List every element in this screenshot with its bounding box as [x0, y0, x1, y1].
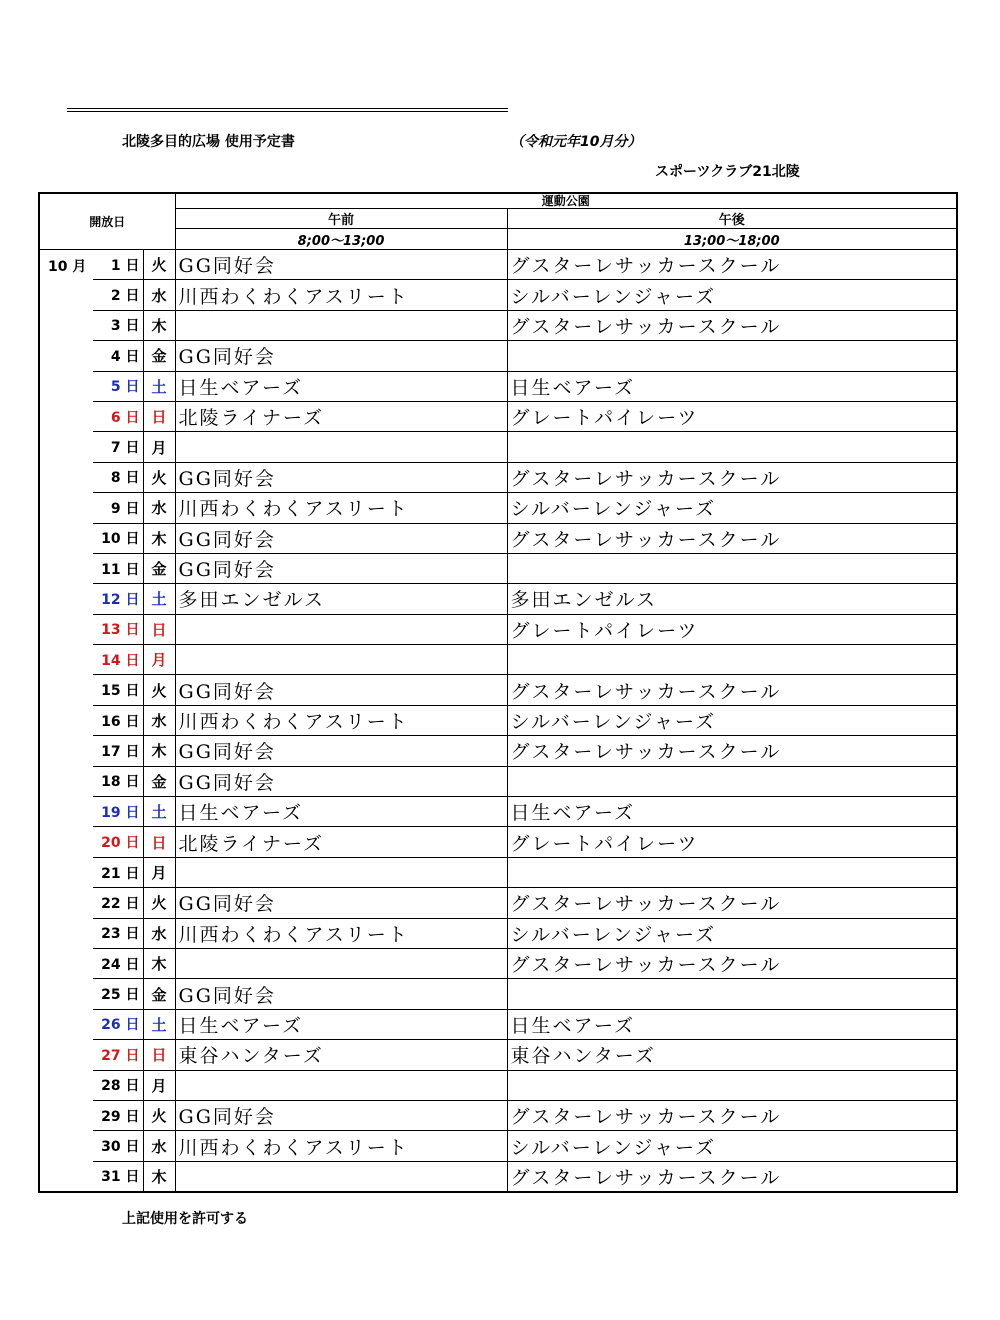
- weekday-cell: 火: [143, 675, 175, 705]
- table-row: [39, 280, 957, 310]
- month-label: 10 月: [39, 250, 93, 1193]
- pm-user-cell: グスターレサッカースクール: [507, 675, 957, 705]
- venue-header: 運動公園: [175, 193, 957, 209]
- day-cell: 20 日: [93, 827, 143, 857]
- am-user-cell: 東谷ハンターズ: [175, 1040, 507, 1070]
- pm-user-cell: グスターレサッカースクール: [507, 310, 957, 340]
- am-user-cell: [175, 857, 507, 887]
- table-row: [39, 1009, 957, 1039]
- day-cell: 26 日: [93, 1009, 143, 1039]
- am-user-cell: [175, 1161, 507, 1192]
- am-user-cell: 北陵ライナーズ: [175, 827, 507, 857]
- pm-time: 13;00～18;00: [507, 229, 957, 250]
- table-row: [39, 766, 957, 796]
- approval-note: 上記使用を許可する: [122, 1211, 248, 1227]
- am-user-cell: GG同好会: [175, 250, 507, 280]
- table-row: [39, 979, 957, 1009]
- weekday-cell: 金: [143, 979, 175, 1009]
- pm-user-cell: シルバーレンジャーズ: [507, 493, 957, 523]
- table-row: [39, 736, 957, 766]
- am-user-cell: 川西わくわくアスリート: [175, 705, 507, 735]
- day-cell: 29 日: [93, 1100, 143, 1130]
- day-cell: 1 日: [93, 250, 143, 280]
- am-user-cell: GG同好会: [175, 1100, 507, 1130]
- day-cell: 5 日: [93, 371, 143, 401]
- table-row: [39, 523, 957, 553]
- day-cell: 16 日: [93, 705, 143, 735]
- pm-user-cell: グスターレサッカースクール: [507, 1100, 957, 1130]
- am-user-cell: [175, 645, 507, 675]
- weekday-cell: 木: [143, 948, 175, 978]
- weekday-cell: 日: [143, 1040, 175, 1070]
- weekday-cell: 金: [143, 766, 175, 796]
- pm-user-cell: グスターレサッカースクール: [507, 948, 957, 978]
- pm-header: 午後: [507, 209, 957, 229]
- table-row: [39, 1100, 957, 1130]
- am-user-cell: 日生ベアーズ: [175, 1009, 507, 1039]
- weekday-cell: 日: [143, 401, 175, 431]
- table-row: [39, 797, 957, 827]
- table-row: [39, 371, 957, 401]
- am-user-cell: [175, 310, 507, 340]
- day-cell: 17 日: [93, 736, 143, 766]
- table-row: [39, 493, 957, 523]
- weekday-cell: 木: [143, 523, 175, 553]
- weekday-cell: 火: [143, 462, 175, 492]
- am-user-cell: GG同好会: [175, 523, 507, 553]
- day-cell: 9 日: [93, 493, 143, 523]
- weekday-cell: 木: [143, 1161, 175, 1192]
- table-row: [39, 675, 957, 705]
- am-user-cell: [175, 948, 507, 978]
- pm-user-cell: 日生ベアーズ: [507, 371, 957, 401]
- pm-user-cell: グレートパイレーツ: [507, 401, 957, 431]
- pm-user-cell: [507, 341, 957, 371]
- day-cell: 2 日: [93, 280, 143, 310]
- table-row: [39, 1161, 957, 1192]
- day-cell: 25 日: [93, 979, 143, 1009]
- weekday-cell: 金: [143, 553, 175, 583]
- am-user-cell: [175, 432, 507, 462]
- table-row: [39, 341, 957, 371]
- am-user-cell: 川西わくわくアスリート: [175, 493, 507, 523]
- pm-user-cell: グレートパイレーツ: [507, 614, 957, 644]
- am-user-cell: GG同好会: [175, 341, 507, 371]
- table-row: [39, 857, 957, 887]
- pm-user-cell: グスターレサッカースクール: [507, 736, 957, 766]
- weekday-cell: 日: [143, 614, 175, 644]
- pm-user-cell: [507, 979, 957, 1009]
- weekday-cell: 月: [143, 645, 175, 675]
- table-row: [39, 614, 957, 644]
- table-row: [39, 948, 957, 978]
- table-row: [39, 553, 957, 583]
- pm-user-cell: グスターレサッカースクール: [507, 888, 957, 918]
- am-user-cell: GG同好会: [175, 462, 507, 492]
- weekday-cell: 土: [143, 1009, 175, 1039]
- day-cell: 6 日: [93, 401, 143, 431]
- am-header: 午前: [175, 209, 507, 229]
- table-row: [39, 1070, 957, 1100]
- day-cell: 22 日: [93, 888, 143, 918]
- table-row: [39, 1131, 957, 1161]
- day-cell: 11 日: [93, 553, 143, 583]
- pm-user-cell: シルバーレンジャーズ: [507, 280, 957, 310]
- am-user-cell: GG同好会: [175, 675, 507, 705]
- day-cell: 15 日: [93, 675, 143, 705]
- pm-user-cell: グレートパイレーツ: [507, 827, 957, 857]
- day-cell: 14 日: [93, 645, 143, 675]
- am-user-cell: [175, 1070, 507, 1100]
- table-row: [39, 827, 957, 857]
- pm-user-cell: [507, 857, 957, 887]
- period-label: （令和元年10月分）: [510, 134, 642, 150]
- weekday-cell: 水: [143, 280, 175, 310]
- open-day-header: 開放日: [39, 193, 175, 250]
- weekday-cell: 土: [143, 797, 175, 827]
- weekday-cell: 木: [143, 736, 175, 766]
- table-row: [39, 705, 957, 735]
- weekday-cell: 土: [143, 371, 175, 401]
- weekday-cell: 月: [143, 1070, 175, 1100]
- weekday-cell: 火: [143, 888, 175, 918]
- day-cell: 8 日: [93, 462, 143, 492]
- table-row: [39, 584, 957, 614]
- pm-user-cell: 多田エンゼルス: [507, 584, 957, 614]
- weekday-cell: 月: [143, 857, 175, 887]
- am-user-cell: GG同好会: [175, 888, 507, 918]
- weekday-cell: 木: [143, 310, 175, 340]
- organization-name: スポーツクラブ21北陵: [655, 164, 800, 180]
- table-row: [39, 401, 957, 431]
- table-row: [39, 888, 957, 918]
- am-user-cell: GG同好会: [175, 979, 507, 1009]
- day-cell: 3 日: [93, 310, 143, 340]
- am-user-cell: 日生ベアーズ: [175, 371, 507, 401]
- day-cell: 18 日: [93, 766, 143, 796]
- am-user-cell: 川西わくわくアスリート: [175, 918, 507, 948]
- am-user-cell: 川西わくわくアスリート: [175, 1131, 507, 1161]
- pm-user-cell: [507, 1070, 957, 1100]
- am-time: 8;00～13;00: [175, 229, 507, 250]
- pm-user-cell: グスターレサッカースクール: [507, 523, 957, 553]
- am-user-cell: 多田エンゼルス: [175, 584, 507, 614]
- am-user-cell: GG同好会: [175, 766, 507, 796]
- day-cell: 30 日: [93, 1131, 143, 1161]
- pm-user-cell: シルバーレンジャーズ: [507, 705, 957, 735]
- pm-user-cell: グスターレサッカースクール: [507, 1161, 957, 1192]
- weekday-cell: 火: [143, 250, 175, 280]
- pm-user-cell: グスターレサッカースクール: [507, 462, 957, 492]
- pm-user-cell: シルバーレンジャーズ: [507, 918, 957, 948]
- pm-user-cell: 東谷ハンターズ: [507, 1040, 957, 1070]
- weekday-cell: 水: [143, 493, 175, 523]
- am-user-cell: GG同好会: [175, 553, 507, 583]
- day-cell: 12 日: [93, 584, 143, 614]
- table-row: [39, 250, 957, 280]
- day-cell: 4 日: [93, 341, 143, 371]
- weekday-cell: 水: [143, 918, 175, 948]
- pm-user-cell: 日生ベアーズ: [507, 797, 957, 827]
- schedule-table: [38, 192, 958, 1193]
- am-user-cell: 日生ベアーズ: [175, 797, 507, 827]
- weekday-cell: 土: [143, 584, 175, 614]
- day-cell: 27 日: [93, 1040, 143, 1070]
- day-cell: 28 日: [93, 1070, 143, 1100]
- table-row: [39, 645, 957, 675]
- pm-user-cell: グスターレサッカースクール: [507, 250, 957, 280]
- document-title: 北陵多目的広場 使用予定書: [122, 134, 295, 150]
- weekday-cell: 水: [143, 1131, 175, 1161]
- pm-user-cell: シルバーレンジャーズ: [507, 1131, 957, 1161]
- day-cell: 10 日: [93, 523, 143, 553]
- weekday-cell: 金: [143, 341, 175, 371]
- weekday-cell: 火: [143, 1100, 175, 1130]
- am-user-cell: 北陵ライナーズ: [175, 401, 507, 431]
- day-cell: 31 日: [93, 1161, 143, 1192]
- table-row: [39, 462, 957, 492]
- weekday-cell: 月: [143, 432, 175, 462]
- pm-user-cell: [507, 766, 957, 796]
- day-cell: 24 日: [93, 948, 143, 978]
- am-user-cell: 川西わくわくアスリート: [175, 280, 507, 310]
- day-cell: 13 日: [93, 614, 143, 644]
- pm-user-cell: [507, 432, 957, 462]
- table-row: [39, 1040, 957, 1070]
- table-row: [39, 918, 957, 948]
- day-cell: 19 日: [93, 797, 143, 827]
- pm-user-cell: 日生ベアーズ: [507, 1009, 957, 1039]
- table-row: [39, 432, 957, 462]
- top-rule: [67, 108, 508, 112]
- day-cell: 21 日: [93, 857, 143, 887]
- weekday-cell: 水: [143, 705, 175, 735]
- am-user-cell: GG同好会: [175, 736, 507, 766]
- day-cell: 7 日: [93, 432, 143, 462]
- day-cell: 23 日: [93, 918, 143, 948]
- am-user-cell: [175, 614, 507, 644]
- pm-user-cell: [507, 645, 957, 675]
- pm-user-cell: [507, 553, 957, 583]
- table-row: [39, 310, 957, 340]
- weekday-cell: 日: [143, 827, 175, 857]
